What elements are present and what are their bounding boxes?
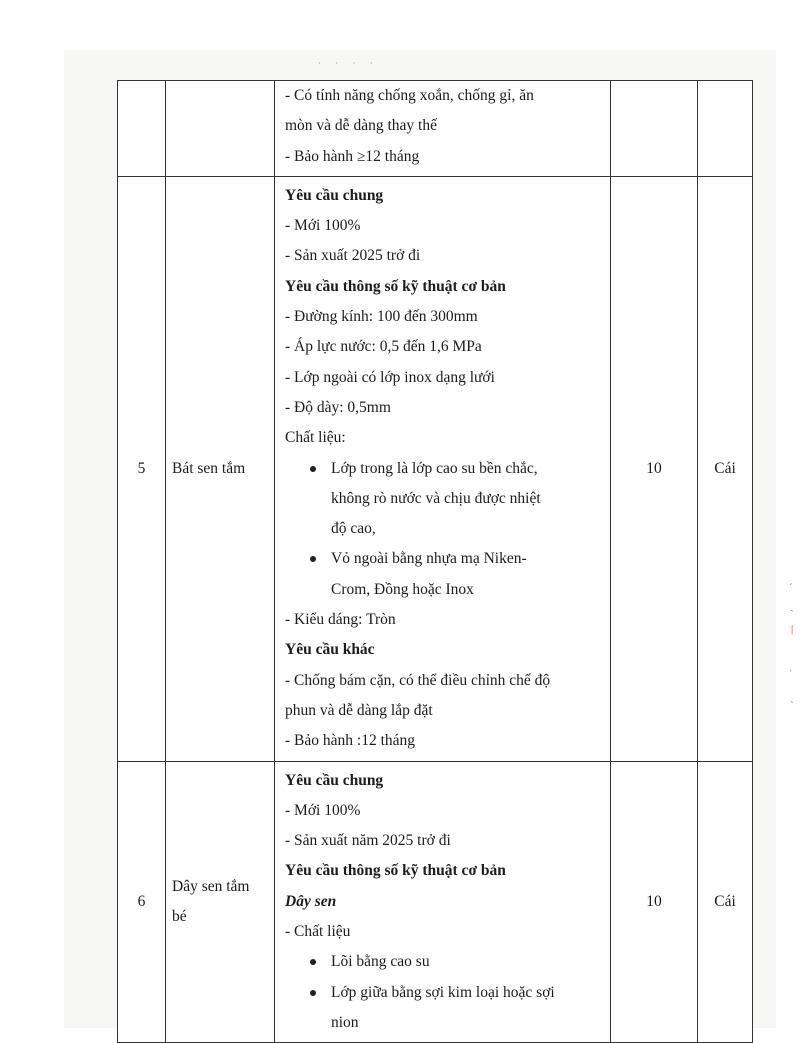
desc-line: - Chống bám cặn, có thể điều chỉnh chế độ xyxy=(285,671,551,689)
desc-line: - Có tính năng chống xoắn, chống gỉ, ăn xyxy=(285,87,534,104)
material-list xyxy=(285,947,602,1038)
desc-line: mòn và dễ dàng thay thế xyxy=(285,117,437,135)
cell-desc xyxy=(275,176,611,761)
desc-line: - Mới 100% xyxy=(285,801,361,819)
list-item: Vỏ ngoài bằng nhựa mạ Niken- Crom, Đồng hoặc Inox xyxy=(331,544,602,605)
cell-desc xyxy=(275,761,611,1043)
cell-name xyxy=(166,81,275,177)
cell-unit xyxy=(698,81,753,177)
cell-no: 5 xyxy=(118,176,166,761)
stamp-mark: | xyxy=(791,623,794,635)
stamp-mark: ˌ xyxy=(789,660,793,672)
spec-table xyxy=(117,80,753,1043)
desc-line: - Kiểu dáng: Tròn xyxy=(285,611,396,629)
sub-heading: Dây sen xyxy=(285,892,337,910)
cell-qty: 10 xyxy=(611,761,698,1043)
cell-name: Bát sen tắm xyxy=(166,176,275,761)
bullet-icon xyxy=(310,990,316,996)
bullet-icon xyxy=(310,556,316,562)
cell-qty: 10 xyxy=(611,176,698,761)
cell-unit: Cái xyxy=(698,761,753,1043)
section-heading: Yêu cầu thông số kỹ thuật cơ bản xyxy=(285,277,506,295)
cell-qty xyxy=(611,81,698,177)
stamp-mark: ˋ xyxy=(790,700,794,712)
section-heading: Yêu cầu chung xyxy=(285,771,384,789)
cell-unit: Cái xyxy=(698,176,753,761)
desc-line: - Đường kính: 100 đến 300mm xyxy=(285,308,478,326)
stamp-mark: ˊ xyxy=(789,582,793,594)
section-heading: Yêu cầu khác xyxy=(285,641,375,659)
bullet-icon xyxy=(310,959,316,965)
section-heading: Yêu cầu thông số kỹ thuật cơ bản xyxy=(285,862,506,880)
bullet-icon xyxy=(310,466,316,472)
desc-line: - Bảo hành :12 tháng xyxy=(285,732,416,750)
desc-line: - Độ dày: 0,5mm xyxy=(285,398,391,416)
desc-line: - Lớp ngoài có lớp inox dạng lưới xyxy=(285,368,495,386)
section-heading: Yêu cầu chung xyxy=(285,186,384,204)
table-row-5 xyxy=(118,176,753,761)
table-row-6 xyxy=(118,761,753,1043)
cell-no xyxy=(118,81,166,177)
table-row-continued xyxy=(118,81,753,177)
cell-name: Dây sen tắm bé xyxy=(166,761,275,1043)
desc-line: - Bảo hành ≥12 tháng xyxy=(285,147,420,165)
stamp-mark: ˎ xyxy=(790,600,794,612)
desc-line: phun và dễ dàng lắp đặt xyxy=(285,701,433,719)
scan-noise: · · · · xyxy=(318,58,379,68)
list-item: Lớp trong là lớp cao su bền chắc, không rò nước và chịu được nhiệt độ cao, xyxy=(331,454,602,545)
desc-line: - Sản xuất năm 2025 trở đi xyxy=(285,832,451,850)
desc-line: - Mới 100% xyxy=(285,217,361,235)
desc-line: - Áp lực nước: 0,5 đến 1,6 MPa xyxy=(285,338,482,356)
material-label: - Chất liệu xyxy=(285,923,351,941)
cell-no: 6 xyxy=(118,761,166,1043)
material-list xyxy=(285,454,602,605)
material-label: Chất liệu: xyxy=(285,429,346,447)
list-item: Lớp giữa bằng sợi kim loại hoặc sợi nion xyxy=(331,978,602,1039)
desc-line: - Sản xuất 2025 trở đi xyxy=(285,247,421,265)
list-item: Lõi bằng cao su xyxy=(331,947,602,977)
cell-desc xyxy=(275,81,611,177)
